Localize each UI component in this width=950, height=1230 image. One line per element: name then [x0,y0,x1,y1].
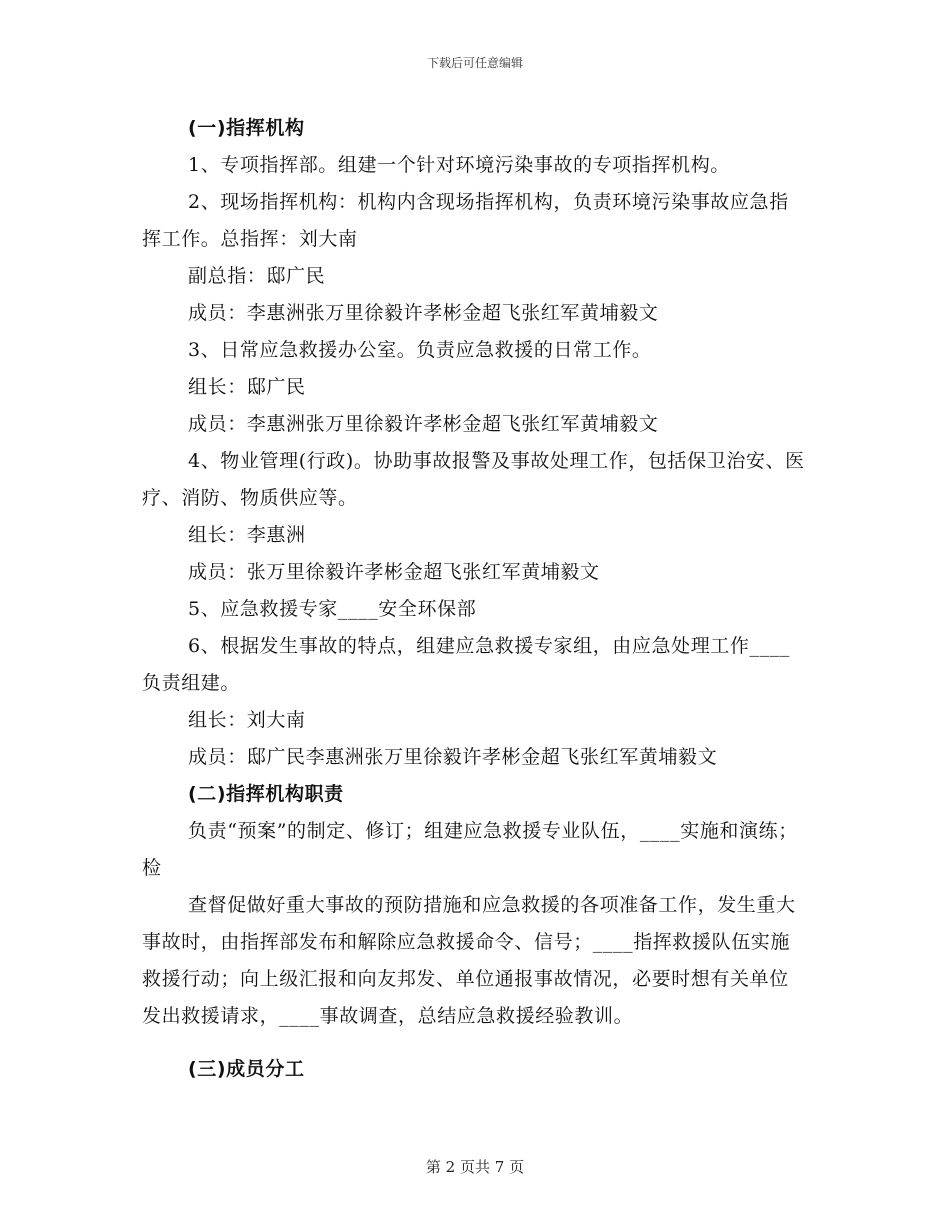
paragraph: 副总指：邸广民 [188,265,326,287]
page-header: 下载后可任意编辑 [426,56,523,70]
paragraph: 组长：李惠洲 [188,524,306,546]
paragraph: 5、应急救援专家____安全环保部 [188,598,477,620]
section-heading: (二)指挥机构职责 [188,783,344,805]
paragraph: 2、现场指挥机构：机构内含现场指挥机构，负责环境污染事故应急指挥工作。总指挥：刘大南 [142,191,789,250]
paragraph: 成员：李惠洲张万里徐毅许孝彬金超飞张红军黄埔毅文 [188,302,659,324]
paragraph: 1、专项指挥部。组建一个针对环境污染事故的专项指挥机构。 [188,154,730,176]
paragraph: 查督促做好重大事故的预防措施和应急救援的各项准备工作，发生重大事故时，由指挥部发布和解除应急救援命令、信号；____指挥救援队伍实施救援行动；向上级汇报和向友邦发、单位通报事故情况，必要时想有关单位发出救援请求，____事故调查，总结应急救援经验教训。 [142,894,796,1027]
section-heading: (三)成员分工 [188,1058,305,1080]
paragraph: 成员：邸广民李惠洲张万里徐毅许孝彬金超飞张红军黄埔毅文 [188,746,718,768]
paragraph: 组长：刘大南 [188,709,306,731]
paragraph: 组长：邸广民 [188,376,306,398]
document-body [142,110,808,1088]
paragraph: 3、日常应急救援办公室。负责应急救援的日常工作。 [188,339,652,361]
paragraph: 成员：李惠洲张万里徐毅许孝彬金超飞张红军黄埔毅文 [188,413,659,435]
paragraph: 6、根据发生事故的特点，组建应急救援专家组，由应急处理工作____负责组建。 [142,635,790,694]
paragraph: 成员：张万里徐毅许孝彬金超飞张红军黄埔毅文 [188,561,600,583]
paragraph: 负责“预案”的制定、修订；组建应急救援专业队伍，____实施和演练；检 [142,820,798,879]
page-footer: 第 2 页共 7 页 [425,1158,525,1176]
section-heading: (一)指挥机构 [188,117,305,139]
paragraph: 4、物业管理(行政)。协助事故报警及事故处理工作，包括保卫治安、医疗、消防、物质供应等。 [142,450,805,509]
